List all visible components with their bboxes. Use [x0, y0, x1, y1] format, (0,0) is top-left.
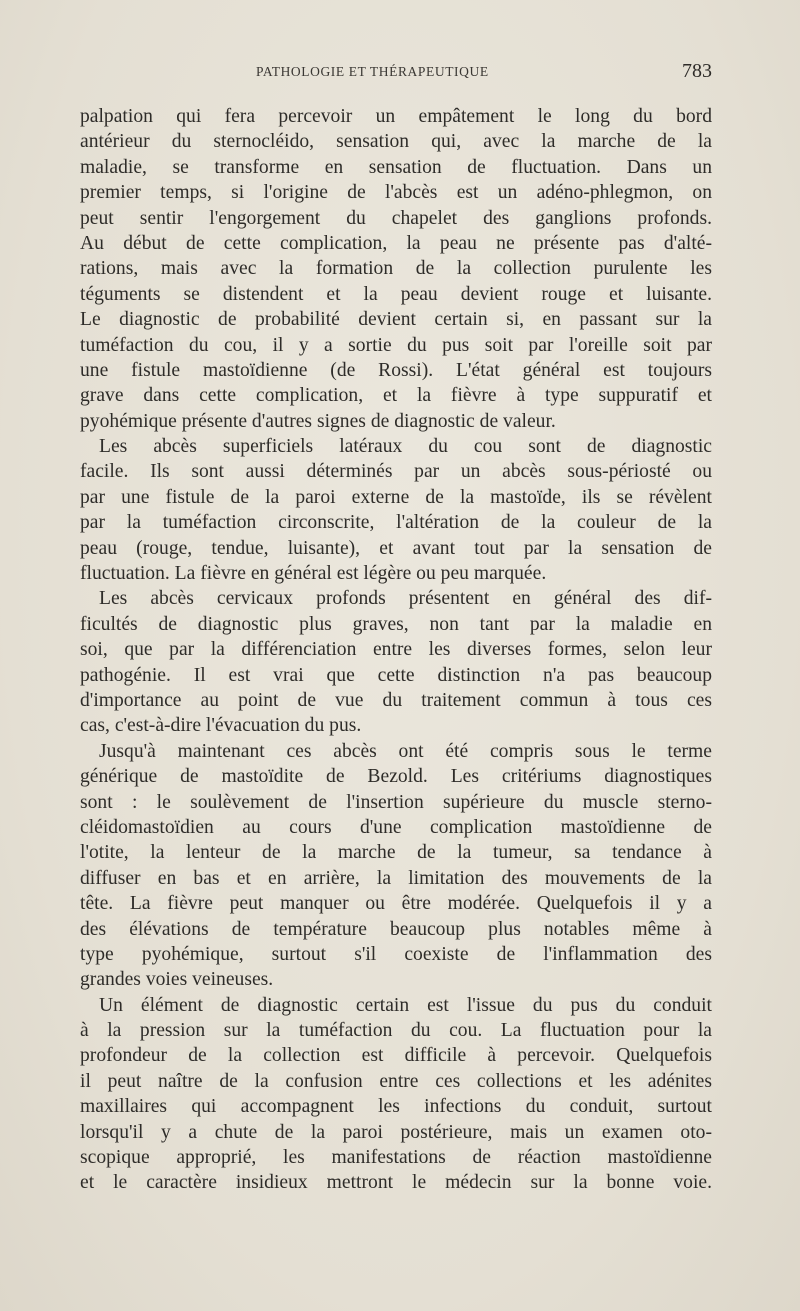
text-line: et le caractère insidieux mettront le médecin sur la bonne voie. [80, 1172, 712, 1194]
text-line: scopique approprié, les manifestations de réaction mastoïdienne [80, 1147, 712, 1169]
page-number: 783 [682, 60, 712, 82]
text-line: par une fistule de la paroi externe de la mastoïde, ils se révèlent [80, 486, 712, 508]
running-head: PATHOLOGIE ET THÉRAPEUTIQUE [256, 64, 489, 79]
text-line: grandes voies veineuses. [80, 969, 274, 991]
text-line: à la pression sur la tuméfaction du cou. La fluctuation pour la [80, 1020, 712, 1042]
text-line: des élévations de température beaucoup plus notables même à [80, 918, 712, 940]
text-line: sont : le soulèvement de l'insertion supérieure du muscle sterno- [80, 791, 712, 813]
text-line: maladie, se transforme en sensation de fluctuation. Dans un [80, 156, 712, 178]
text-line: fluctuation. La fièvre en général est légère ou peu marquée. [80, 563, 547, 585]
text-line: l'otite, la lenteur de la marche de la tumeur, sa tendance à [80, 842, 712, 864]
text-line: rations, mais avec la formation de la collection purulente les [80, 258, 712, 280]
text-line: générique de mastoïdite de Bezold. Les critériums diagnostiques [80, 766, 712, 788]
text-line: premier temps, si l'origine de l'abcès est un adéno-phlegmon, on [80, 182, 712, 204]
text-line: tuméfaction du cou, il y a sortie du pus soit par l'oreille soit par [80, 334, 712, 356]
paragraph-start-line: Les abcès cervicaux profonds présentent en général des dif- [99, 588, 712, 610]
text-line: Le diagnostic de probabilité devient certain si, en passant sur la [80, 309, 712, 331]
text-line: d'importance au point de vue du traitement commun à tous ces [80, 689, 712, 711]
text-line: téguments se distendent et la peau devient rouge et luisante. [80, 283, 712, 305]
text-line: tête. La fièvre peut manquer ou être modérée. Quelquefois il y a [80, 893, 712, 915]
text-line: pyohémique présente d'autres signes de diagnostic de valeur. [80, 410, 556, 432]
text-line: facile. Ils sont aussi déterminés par un abcès sous-périosté ou [80, 461, 712, 483]
text-line: antérieur du sternocléido, sensation qui, avec la marche de la [80, 131, 712, 153]
text-line: maxillaires qui accompagnent les infections du conduit, surtout [80, 1096, 712, 1118]
text-line: peut sentir l'engorgement du chapelet des ganglions profonds. [80, 207, 712, 229]
text-line: cas, c'est-à-dire l'évacuation du pus. [80, 715, 362, 737]
body-text [80, 104, 712, 1196]
text-line: peau (rouge, tendue, luisante), et avant tout par la sensation de [80, 537, 712, 559]
text-line: palpation qui fera percevoir un empâtement le long du bord [80, 106, 712, 127]
text-line: cléidomastoïdien au cours d'une complication mastoïdienne de [80, 816, 712, 838]
paragraph-start-line: Les abcès superficiels latéraux du cou sont de diagnostic [99, 436, 712, 458]
paragraph-start-line: Un élément de diagnostic certain est l'issue du pus du conduit [99, 994, 712, 1016]
text-line: grave dans cette complication, et la fièvre à type suppuratif et [80, 385, 712, 407]
text-line: ficultés de diagnostic plus graves, non tant par la maladie en [80, 613, 712, 635]
paragraph-start-line: Jusqu'à maintenant ces abcès ont été compris sous le terme [99, 740, 712, 762]
text-line: il peut naître de la confusion entre ces collections et les adénites [80, 1070, 712, 1092]
text-line: soi, que par la différenciation entre les diverses formes, selon leur [80, 639, 712, 661]
text-line: diffuser en bas et en arrière, la limitation des mouvements de la [80, 867, 712, 889]
text-line: lorsqu'il y a chute de la paroi postérieure, mais un examen oto- [80, 1121, 712, 1143]
page-header [80, 60, 712, 84]
text-line: type pyohémique, surtout s'il coexiste de l'inflammation des [80, 943, 712, 965]
text-line: une fistule mastoïdienne (de Rossi). L'état général est toujours [80, 359, 712, 381]
text-line: pathogénie. Il est vrai que cette distinction n'a pas beaucoup [80, 664, 712, 686]
text-line: Au début de cette complication, la peau ne présente pas d'alté- [80, 232, 712, 254]
text-line: par la tuméfaction circonscrite, l'altération de la couleur de la [80, 512, 712, 534]
text-line: profondeur de la collection est difficile à percevoir. Quelquefois [80, 1045, 712, 1067]
